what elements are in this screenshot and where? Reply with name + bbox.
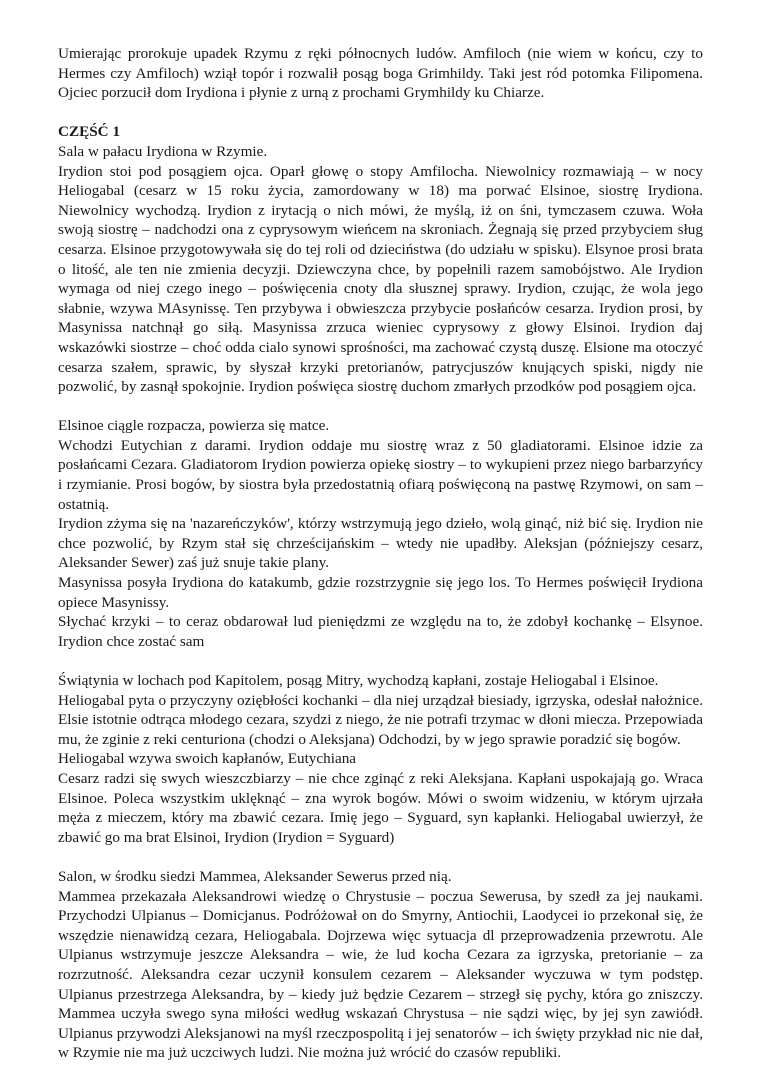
scene-paragraph: Słychać krzyki – to ceraz obdarował lud pieniędzmi ze względu na to, że zdobył kochankę – Elsynoe. Irydion chce zostać sam <box>58 613 703 650</box>
scene-title: Świątynia w lochach pod Kapitolem, posąg Mitry, wychodzą kapłani, zostaje Heliogabal i Elsinoe. <box>58 672 659 689</box>
scene-title: Salon, w środku siedzi Mammea, Aleksander Sewerus przed nią. <box>58 867 452 885</box>
scene-paragraph: Masynissa posyła Irydiona do katakumb, gdzie rozstrzygnie się jego los. To Hermes poświęcił Irydiona opiece Masynissy. <box>58 574 703 611</box>
scene-paragraph: Elsinoe ciągle rozpacza, powierza się matce. <box>58 417 330 435</box>
part-heading: CZĘŚĆ 1 <box>58 123 121 141</box>
intro-paragraph: Umierając prorokuje upadek Rzymu z ręki północnych ludów. Amfiloch (nie wiem w końcu, czy to Hermes czy Amfiloch) wziął topór i rozwalił posąg boga Grimhildy. Taki jest ród potomka Filipomena. Ojciec porzucił dom Irydiona i płynie z urną z prochami Grymhildy ku Chiarze. <box>58 45 703 102</box>
scene-paragraph: Wchodzi Eutychian z darami. Irydion oddaje mu siostrę wraz z 50 gladiatorami. Elsinoe idzie za posłańcami Cezara. Gladiatorom Irydion powierza opiekę siostry – to wykupieni przez niego barbarzyńcy i rzymianie. Prosi bogów, by siostra była przedostatnią ofiarą poświęconą na pastwę Rzymowi, on sam – ostatnią. <box>58 436 703 513</box>
scene-paragraph: Irydion zżyma się na 'nazareńczyków', którzy wstrzymują jego dzieło, wolą ginąć, niż bić się. Irydion nie chce pozwolić, by Rzym stał się chrześcijańskim – wtedy nie upadłby. Aleksjan (późniejszy cesarz, Aleksander Sewer) zaś już snuje takie plany. <box>58 515 703 572</box>
scene-paragraph: Heliogabal wzywa swoich kapłanów, Eutychiana <box>58 750 357 768</box>
scene-title: Sala w pałacu Irydiona w Rzymie. <box>58 142 268 160</box>
scene-paragraph: Heliogabal pyta o przyczyny oziębłości kochanki – dla niej urządzał biesiady, igrzyska, odesłał nałożnice. Elsie istotnie odtrąca młodego cezara, szydzi z niego, że nie potrafi trzymac w dłoni miecza. Przepowiada mu, że zginie z reki centuriona (chodzi o Aleksjana) Odchodzi, by w jego sprawie poradzić się bogów. <box>58 691 703 748</box>
scene-paragraph: Mammea przekazała Aleksandrowi wiedzę o Chrystusie – poczua Sewerusa, by szedł za jej naukami. Przychodzi Ulpianus – Domicjanus. Podróżował on do Smyrny, Antiochii, Laodycei io przekonał się, że wszędzie nienawidzą cezara, Heliogabala. Dojrzewa więc sytuacja dl przeprowadzenia przewrotu. Ale Ulpianus wstrzymuje jeszcze Aleksandra – wie, że lud kocha Cezara za igrzyska, pretorianie – za rozrzutność. Aleksandra cezar uczynił konsulem cezarem – Aleksander wyczuwa w tym podstęp. Ulpianus przestrzega Aleksandra, by – kiedy już będzie Cezarem – strzegł się pychy, która go zniszczy. Mammea uczyła swego syna miłości według wskazań Chrystusa – nie sądzi więc, by jej syn zawiódł. Ulpianus przywodzi Aleksjanowi na myśl rzeczpospolitą i jej senatorów – ich święty przykład nic nie dał, w Rzymie nie ma już uczciwych ludzi. Nie można już wrócić do czasów republiki. <box>58 887 703 1062</box>
document-page <box>58 44 703 1063</box>
scene-paragraph: Cesarz radzi się swych wieszczbiarzy – nie chce zginąć z reki Aleksjana. Kapłani uspokajają go. Wraca Elsinoe. Poleca wszystkim uklęknąć – zna wyrok bogów. Mówi o swoim widzeniu, w którym ujrzała męża z mieczem, który ma zbawić cezara. Imię jego – Syguard, syn kapłanki. Heliogabal uwierzył, że zbawić go ma brat Elsinoi, Irydion (Irydion = Syguard) <box>58 769 703 846</box>
scene-paragraph: Irydion stoi pod posągiem ojca. Oparł głowę o stopy Amfilocha. Niewolnicy rozmawiają – w nocy Heliogabal (cesarz w 15 roku życia, zamordowany w 18) ma porwać Elsinoe, siostrę Irydiona. Niewolnicy wychodzą. Irydion z irytacją o nich mówi, że myślą, iż on śni, tymczasem czuwa. Woła swoją siostrę – nadchodzi ona z cyprysowym wieńcem na skroniach. Żegnają się przed przybyciem sług cesarza. Elsinoe przygotowywała się do tej roli od dzieciństwa (do udziału w spisku). Elsynoe prosi brata o litość, ale ten nie zmienia decyzji. Dziewczyna chce, by popełnili razem samobójstwo. Ale Irydion wymaga od niej czego inego – poświęcenia cnoty dla słusznej sprawy. Irydion, czując, że wola jego słabnie, wzywa MAsynissę. Ten przybywa i obwieszcza przybycie posłańców cesarza. Irydion prosi, by Masynissa natchnął go siłą. Masynissa zrzuca wieniec cyprysowy z głowy Elsinoi. Irydion daj wskazówki siostrze – choć odda cialo synowi sprośności, ma zachować czystą duszę. Elsione ma otoczyć cesarza szałem, sprawic, by słyszał krzyki pretorianów, patrycjuszów knujących spiski, nigdy nie pozwolić, by zasnął spokojnie. Irydion poświęca siostrę duchom zmarłych przodków pod posągiem ojca. <box>58 162 703 396</box>
